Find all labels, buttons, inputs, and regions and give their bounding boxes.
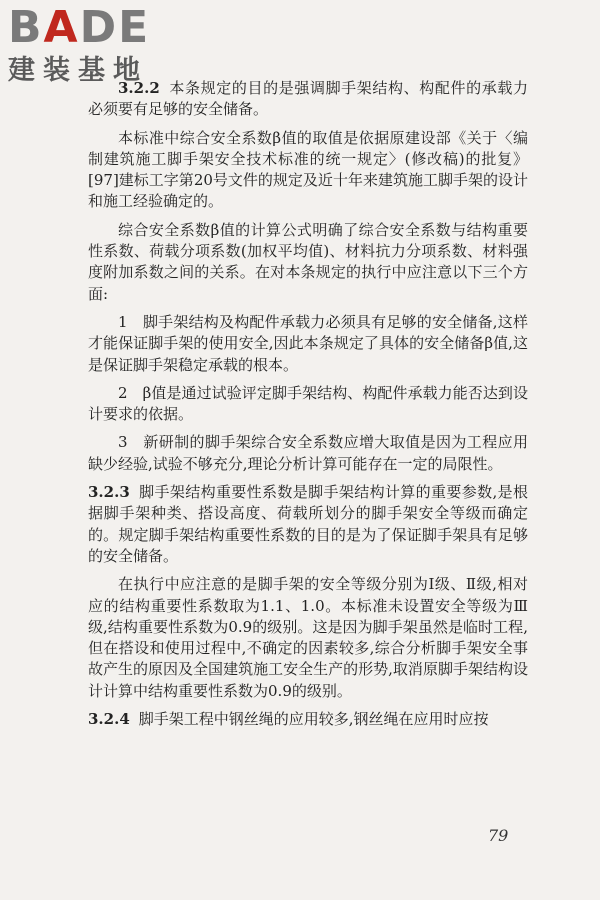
paragraph-3-2-4 xyxy=(88,709,528,730)
paragraph-text: 3 新研制的脚手架综合安全系数应增大取值是因为工程应用缺少经验,试验不够充分,理论分析计算可能存在一定的局限性。 xyxy=(88,433,528,473)
list-item-2 xyxy=(88,383,528,426)
paragraph-text: 本条规定的目的是强调脚手架结构、构配件的承载力必须要有足够的安全储备。 xyxy=(88,79,528,119)
paragraph-text: 综合安全系数β值的计算公式明确了综合安全系数与结构重要性系数、荷载分项系数(加权平均值)、材料抗力分项系数、材料强度附加系数之间的关系。在对本条规定的执行中应注意以下三个方面: xyxy=(88,220,528,303)
paragraph-3-2-3 xyxy=(88,482,528,567)
paragraph xyxy=(88,128,528,213)
list-item-1 xyxy=(88,312,528,376)
document-body xyxy=(88,78,528,730)
paragraph-text: 脚手架结构重要性系数是脚手架结构计算的重要参数,是根据脚手架种类、搭设高度、荷载所划分的脚手架安全等级而确定的。规定脚手架结构重要性系数的目的是为了保证脚手架具有足够的安全储备。 xyxy=(88,483,528,565)
section-number: 3.2.2 xyxy=(118,79,160,97)
logo-letter-b: B xyxy=(8,2,44,53)
paragraph-text: 本标准中综合安全系数β值的取值是依据原建设部《关于〈编制建筑施工脚手架安全技术标准的统一规定〉(修改稿)的批复》[97]建标工字第20号文件的规定及近十年来建筑施工脚手架的设计和施工经验确定的。 xyxy=(88,128,528,211)
logo-letters-de: DE xyxy=(79,2,151,53)
paragraph-text: 在执行中应注意的是脚手架的安全等级分别为Ⅰ级、Ⅱ级,相对应的结构重要性系数取为1.1、1.0。本标准未设置安全等级为Ⅲ级,结构重要性系数为0.9的级别。这是因为脚手架虽然是临时工程,但在搭设和使用过程中,不确定的因素较多,综合分析脚手架安全事故产生的原因及全国建筑施工安全生产的形势,取消原脚手架结构设计计算中结构重要性系数为0.9的级别。 xyxy=(88,575,528,700)
paragraph-text: 1 脚手架结构及构配件承载力必须具有足够的安全储备,这样才能保证脚手架的使用安全,因此本条规定了具体的安全储备β值,这是保证脚手架稳定承载的根本。 xyxy=(88,312,528,374)
paragraph xyxy=(88,574,528,702)
page-number: 79 xyxy=(488,826,509,845)
section-number: 3.2.3 xyxy=(88,483,130,502)
paragraph-text: 2 β值是通过试验评定脚手架结构、构配件承载力能否达到设计要求的依据。 xyxy=(88,383,528,424)
paragraph xyxy=(88,220,528,305)
section-number: 3.2.4 xyxy=(88,710,130,729)
brand-logo xyxy=(8,4,178,96)
paragraph-text: 脚手架工程中钢丝绳的应用较多,钢丝绳在应用时应按 xyxy=(138,710,489,729)
logo-chinese-text: 建装基地 xyxy=(8,55,148,86)
logo-letter-a: A xyxy=(43,2,80,53)
list-item-3 xyxy=(88,432,528,475)
logo-wordmark xyxy=(8,4,178,52)
